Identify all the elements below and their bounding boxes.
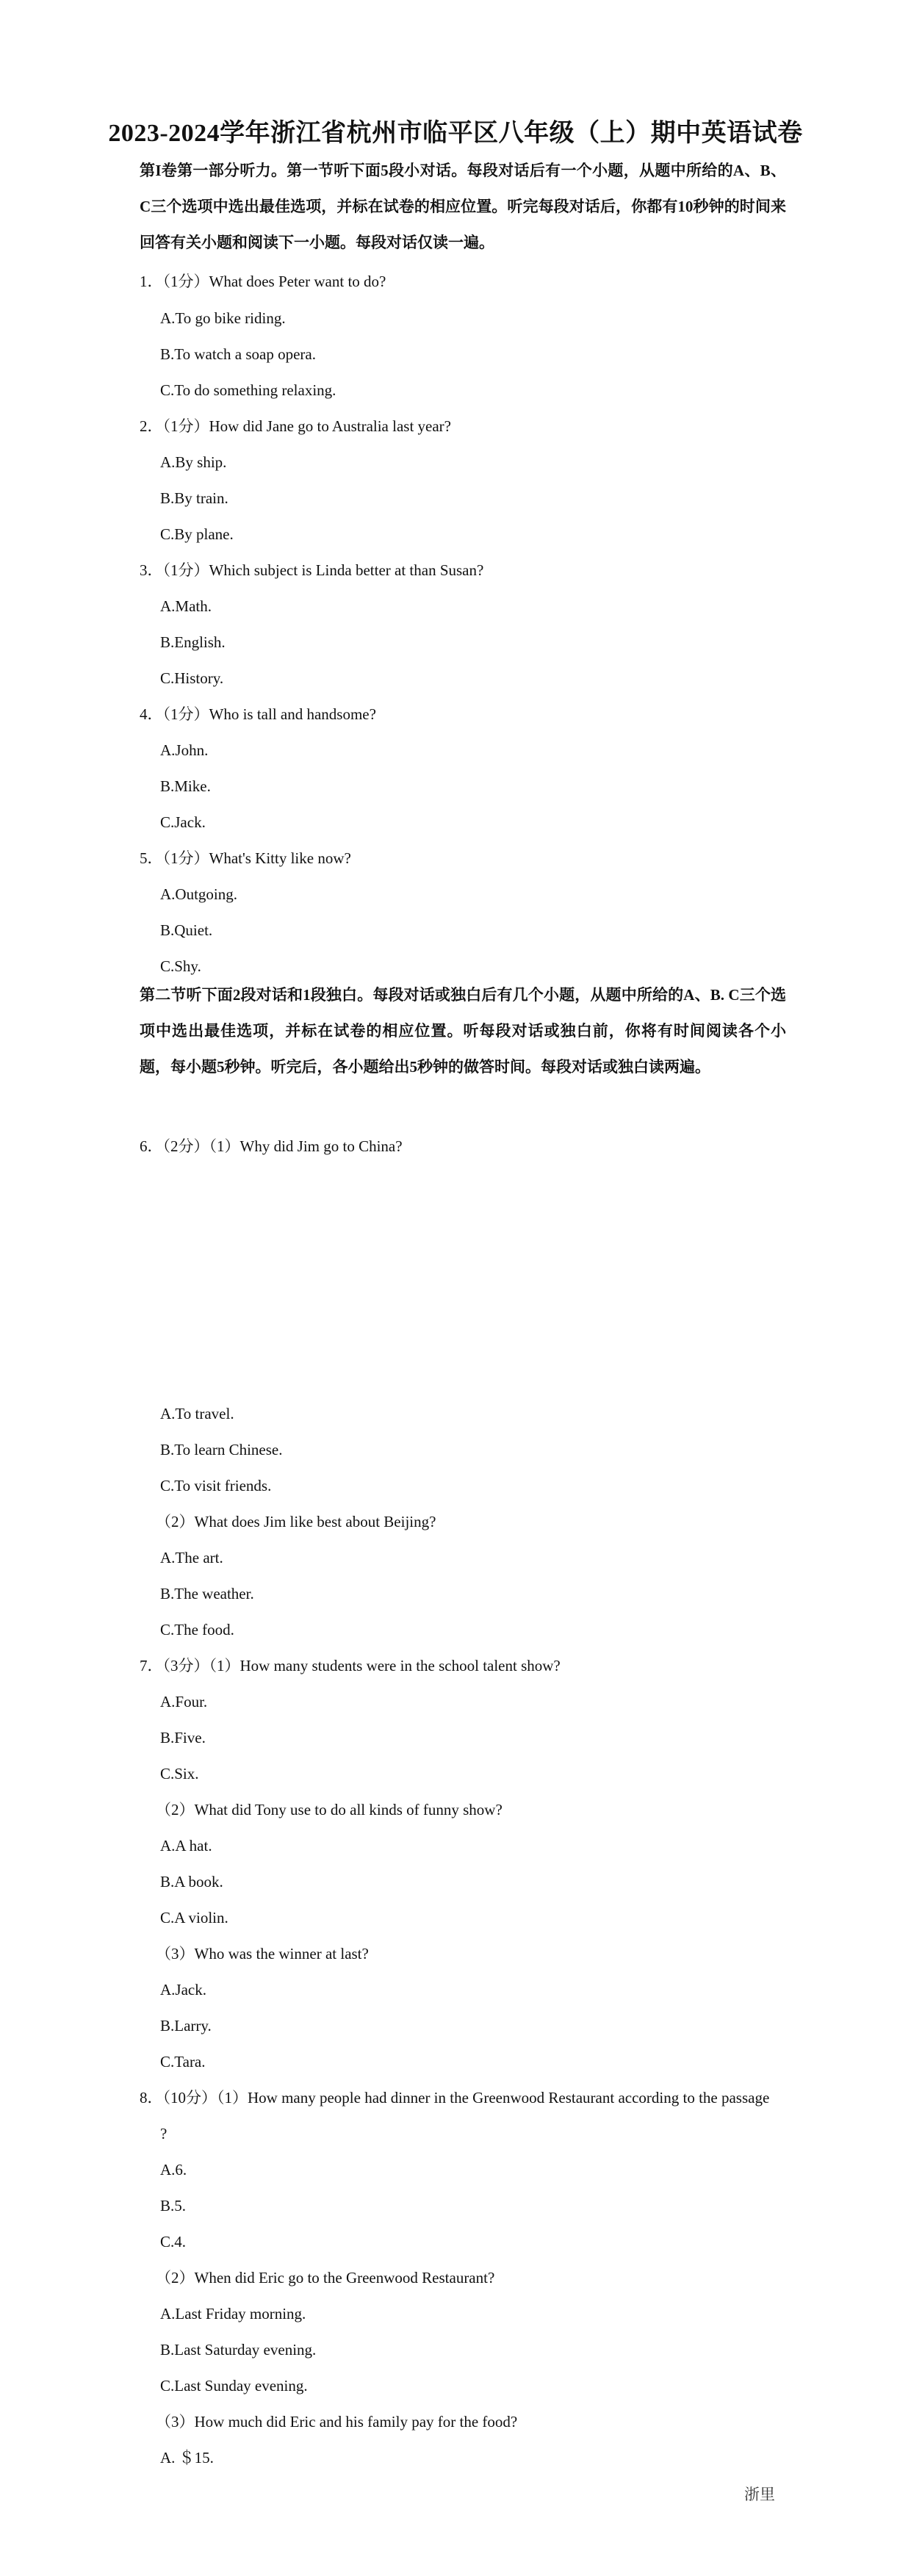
question-7-sub-3: （3）Who was the winner at last? — [156, 1945, 369, 1962]
question-2: 2．（1分）How did Jane go to Australia last year? — [140, 417, 451, 435]
section1-instruction: 第I卷第一部分听力。第一节听下面5段小对话。每段对话后有一个小题，从题中所给的A、B、C三个选项中选出最佳选项，并标在试卷的相应位置。听完每段对话后，你都有10秒钟的时间来回答有关小题和阅读下一小题。每段对话仅读一遍。 — [140, 162, 786, 251]
question-5-option-b: B.Quiet. — [160, 921, 213, 939]
question-2-option-b: B.By train. — [160, 489, 228, 507]
question-8-sub-2: （2）When did Eric go to the Greenwood Restaurant? — [156, 2269, 495, 2287]
question-1: 1．（1分）What does Peter want to do? — [140, 273, 386, 290]
question-7-1-option-b: B.Five. — [160, 1729, 206, 1746]
question-4: 4．（1分）Who is tall and handsome? — [140, 705, 376, 723]
question-8-1-option-c: C.4. — [160, 2233, 187, 2251]
question-6-2-option-a: A.The art. — [160, 1549, 223, 1566]
question-8-3-option-a: A. ＄15. — [160, 2449, 214, 2467]
page-title: 2023-2024学年浙江省杭州市临平区八年级（上）期中英语试卷 — [108, 120, 803, 147]
question-3-option-b: B.English. — [160, 633, 226, 651]
question-8-2-option-c: C.Last Sunday evening. — [160, 2377, 308, 2395]
question-7-1-option-a: A.Four. — [160, 1693, 208, 1710]
question-7-sub-2: （2）What did Tony use to do all kinds of funny show? — [156, 1801, 503, 1818]
question-3-option-a: A.Math. — [160, 597, 212, 615]
question-6-sub-2: （2）What does Jim like best about Beijing? — [156, 1513, 436, 1530]
question-2-option-c: C.By plane. — [160, 525, 234, 543]
question-7: 7．（3分）（1）How many students were in the school talent show? — [140, 1657, 561, 1674]
question-4-option-a: A.John. — [160, 741, 209, 759]
question-1-option-a: A.To go bike riding. — [160, 309, 286, 327]
question-7-3-option-c: C.Tara. — [160, 2053, 206, 2070]
question-1-option-b: B.To watch a soap opera. — [160, 345, 316, 363]
question-5: 5．（1分）What's Kitty like now? — [140, 849, 351, 867]
question-6-1-option-c: C.To visit friends. — [160, 1477, 272, 1494]
question-8-stem-continued: ? — [160, 2125, 168, 2143]
question-4-option-b: B.Mike. — [160, 777, 211, 795]
question-2-option-a: A.By ship. — [160, 453, 227, 471]
question-4-option-c: C.Jack. — [160, 813, 206, 831]
question-6: 6．（2分）（1）Why did Jim go to China? — [140, 1137, 403, 1155]
section2-instruction: 第二节听下面2段对话和1段独白。每段对话或独白后有几个小题，从题中所给的A、B. C三个选项中选出最佳选项，并标在试卷的相应位置。听每段对话或独白前，你将有时间阅读各个小题，每小题5秒钟。听完后，各小题给出5秒钟的做答时间。每段对话或独白读两遍。 — [140, 986, 786, 1076]
question-5-option-a: A.Outgoing. — [160, 885, 237, 903]
question-8-2-option-b: B.Last Saturday evening. — [160, 2341, 317, 2359]
question-3-option-c: C.History. — [160, 669, 224, 687]
question-8-2-option-a: A.Last Friday morning. — [160, 2305, 306, 2323]
footer-mark: 浙里 — [744, 2486, 775, 2503]
question-7-2-option-c: C.A violin. — [160, 1909, 228, 1926]
question-6-1-option-b: B.To learn Chinese. — [160, 1441, 283, 1458]
question-6-1-option-a: A.To travel. — [160, 1405, 234, 1422]
question-8: 8．（10分）（1）How many people had dinner in the Greenwood Restaurant according to the passage — [140, 2089, 770, 2107]
question-8-1-option-b: B.5. — [160, 2197, 187, 2215]
question-8-1-option-a: A.6. — [160, 2161, 187, 2179]
question-6-2-option-b: B.The weather. — [160, 1585, 254, 1602]
question-5-option-c: C.Shy. — [160, 957, 201, 975]
question-7-1-option-c: C.Six. — [160, 1765, 199, 1782]
question-6-2-option-c: C.The food. — [160, 1621, 234, 1638]
question-7-3-option-a: A.Jack. — [160, 1981, 206, 1998]
question-7-3-option-b: B.Larry. — [160, 2017, 212, 2034]
question-7-2-option-b: B.A book. — [160, 1873, 223, 1890]
question-7-2-option-a: A.A hat. — [160, 1837, 212, 1854]
question-8-sub-3: （3）How much did Eric and his family pay for the food? — [156, 2413, 518, 2431]
question-1-option-c: C.To do something relaxing. — [160, 381, 336, 399]
question-3: 3．（1分）Which subject is Linda better at than Susan? — [140, 561, 484, 579]
